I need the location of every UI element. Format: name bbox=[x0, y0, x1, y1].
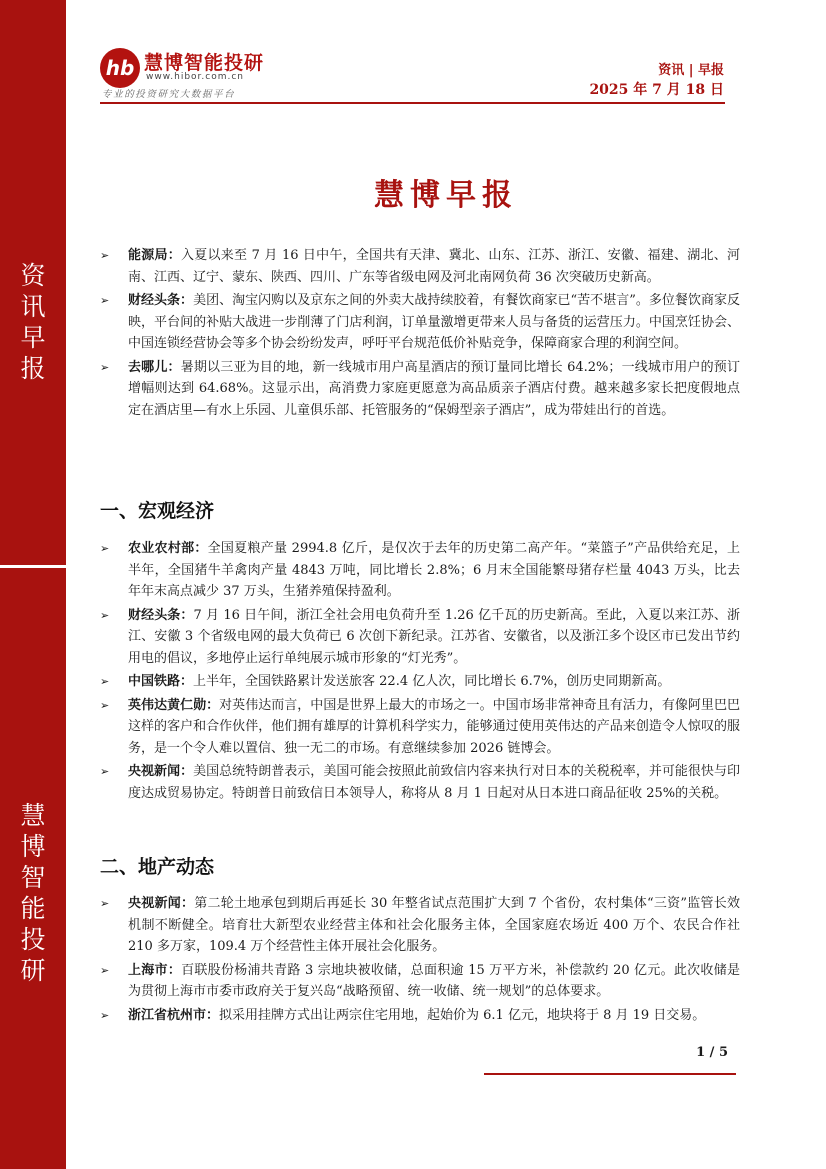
sidebar-divider bbox=[0, 565, 66, 568]
section-heading-realty: 二、地产动态 bbox=[100, 856, 215, 878]
sidebar-band bbox=[0, 0, 66, 1169]
headline-list bbox=[100, 245, 740, 423]
item-source: 英伟达黄仁勋： bbox=[128, 697, 220, 713]
item-text: 7 月 16 日午间，浙江全社会用电负荷升至 1.26 亿千瓦的历史新高。至此，入夏以来江苏、浙江、安徽 3 个省级电网的最大负荷已 6 次创下新纪录。江苏省、安徽省，以及浙江多个设区市已发出节约用电的倡议，多地停止运行单纯展示城市形象的“灯光秀”。 bbox=[128, 607, 740, 666]
logo-name: 慧博智能投研 bbox=[144, 52, 265, 74]
item-text: 上半年，全国铁路累计发送旅客 22.4 亿人次，同比增长 6.7%，创历史同期新高。 bbox=[193, 674, 671, 689]
arrowhead-icon: ➢ bbox=[100, 897, 110, 910]
item-text: 美国总统特朗普表示，美国可能会按照此前致信内容来执行对日本的关税税率，并可能很快与印度达成贸易协定。特朗普日前致信日本领导人，称将从 8 月 1 日起对从日本进口商品征收 25%的关税。 bbox=[128, 764, 740, 801]
list-item bbox=[100, 245, 740, 288]
item-source: 浙江省杭州市： bbox=[128, 1007, 220, 1023]
list-item bbox=[100, 290, 740, 355]
item-source: 去哪儿： bbox=[128, 359, 181, 375]
arrowhead-icon: ➢ bbox=[100, 765, 110, 778]
footer-divider bbox=[484, 1073, 736, 1075]
list-item bbox=[100, 671, 740, 693]
item-text: 拟采用挂牌方式出让两宗住宅用地，起始价为 6.1 亿元，地块将于 8 月 19 日交易。 bbox=[219, 1007, 706, 1023]
item-text: 对英伟达而言，中国是世界上最大的市场之一。中国市场非常神奇且有活力，有像阿里巴巴这样的客户和合作伙伴，他们拥有雄厚的计算机科学实力，能够通过使用英伟达的产品来创造令人惊叹的服务，是一个令人难以置信、独一无二的市场。有意继续参加 2026 链博会。 bbox=[128, 697, 740, 756]
arrowhead-icon: ➢ bbox=[100, 542, 110, 555]
header-divider bbox=[100, 102, 725, 104]
report-type: 资讯 | 早报 bbox=[658, 63, 724, 78]
item-source: 财经头条： bbox=[128, 293, 194, 308]
list-item bbox=[100, 695, 740, 760]
arrowhead-icon: ➢ bbox=[100, 249, 110, 262]
sidebar-label-brand: 慧 博 智 能 投 研 bbox=[20, 801, 46, 985]
item-source: 央视新闻： bbox=[128, 764, 194, 779]
macro-news-list bbox=[100, 538, 740, 806]
list-item bbox=[100, 761, 740, 804]
item-source: 上海市： bbox=[128, 962, 182, 978]
item-source: 央视新闻： bbox=[128, 896, 195, 911]
realty-news-list bbox=[100, 893, 740, 1028]
arrowhead-icon: ➢ bbox=[100, 1008, 110, 1022]
item-source: 财经头条： bbox=[128, 607, 194, 623]
item-text: 全国夏粮产量 2994.8 亿斤，是仅次于去年的历史第二高产年。“菜篮子”产品供给充足，上半年，全国猪牛羊禽肉产量 4843 万吨，同比增长 2.8%；6 月末全国能繁母猪存栏量 4043 万头，比去年年末高点减少 37 万头，生猪养殖保持盈利。 bbox=[128, 541, 740, 599]
item-text: 入夏以来至 7 月 16 日中午，全国共有天津、冀北、山东、江苏、浙江、安徽、福建、湖北、河南、江西、辽宁、蒙东、陕西、四川、广东等省级电网及河北南网负荷 36 次突破历史新高。 bbox=[128, 248, 740, 285]
page-title: 慧博早报 bbox=[374, 178, 518, 213]
arrowhead-icon: ➢ bbox=[100, 675, 110, 688]
section-heading-macro: 一、宏观经济 bbox=[100, 500, 215, 522]
item-text: 百联股份杨浦共青路 3 宗地块被收储，总面积逾 15 万平方米，补偿款约 20 亿元。此次收储是为贯彻上海市市委市政府关于复兴岛“战略预留、统一收储、统一规划”的总体要求。 bbox=[128, 962, 740, 999]
logo-mark-icon: hb bbox=[100, 48, 140, 88]
report-date: 2025 年 7 月 18 日 bbox=[589, 82, 724, 98]
item-source: 农业农村部： bbox=[128, 541, 208, 556]
sidebar-label-news: 资 讯 早 报 bbox=[20, 261, 46, 383]
arrowhead-icon: ➢ bbox=[100, 294, 110, 307]
list-item bbox=[100, 605, 740, 670]
item-text: 暑期以三亚为目的地，新一线城市用户高星酒店的预订量同比增长 64.2%；一线城市用户的预订增幅则达到 64.68%。这显示出，高消费力家庭更愿意为高品质亲子酒店付费。越来越多家长把度假地点定在酒店里—有水上乐园、儿童俱乐部、托管服务的“保姆型亲子酒店”，成为带娃出行的首选。 bbox=[128, 359, 740, 418]
item-text: 美团、淘宝闪购以及京东之间的外卖大战持续胶着，有餐饮商家已“苦不堪言”。多位餐饮商家反映，平台间的补贴大战进一步削薄了门店利润，订单量激增更带来人员与备货的运营压力。中国烹饪协会、中国连锁经营协会等多个协会纷纷发声，呼吁平台规范低价补贴竞争，保障商家合理的利润空间。 bbox=[128, 293, 740, 351]
list-item bbox=[100, 960, 740, 1003]
list-item bbox=[100, 538, 740, 603]
arrowhead-icon: ➢ bbox=[100, 360, 110, 374]
arrowhead-icon: ➢ bbox=[100, 963, 110, 977]
brand-logo bbox=[100, 48, 290, 98]
arrowhead-icon: ➢ bbox=[100, 698, 110, 712]
list-item bbox=[100, 357, 740, 422]
logo-url: www.hibor.com.cn bbox=[146, 72, 245, 82]
item-text: 第二轮土地承包到期后再延长 30 年整省试点范围扩大到 7 个省份，农村集体“三资”监管长效机制不断健全。培育壮大新型农业经营主体和社会化服务主体，全国家庭农场近 400 万个、农民合作社 210 多万家，109.4 万个经营性主体开展社会化服务。 bbox=[128, 896, 740, 954]
logo-slogan: 专业的投资研究大数据平台 bbox=[102, 89, 236, 100]
arrowhead-icon: ➢ bbox=[100, 608, 110, 622]
item-source: 能源局： bbox=[128, 248, 182, 263]
list-item bbox=[100, 1005, 740, 1027]
list-item bbox=[100, 893, 740, 958]
item-source: 中国铁路： bbox=[128, 674, 194, 689]
page-number: 1 / 5 bbox=[696, 1045, 728, 1060]
